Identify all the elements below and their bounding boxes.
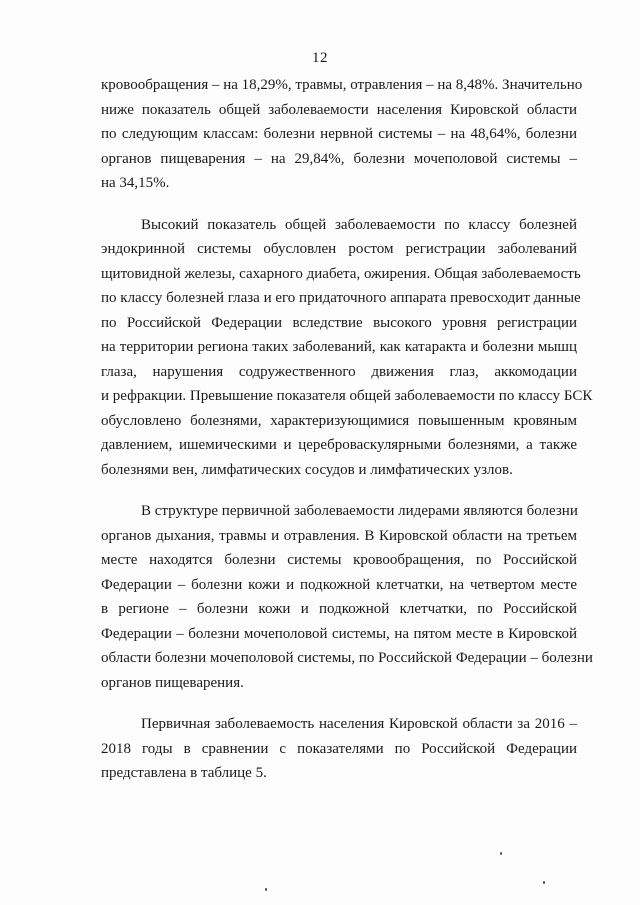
text-line: эндокринной системы обусловлен ростом регистрации заболеваний bbox=[101, 241, 577, 257]
paragraph-4 bbox=[101, 712, 577, 786]
scan-speck bbox=[500, 852, 502, 855]
text-line: по следующим классам: болезни нервной системы – на 48,64%, болезни bbox=[101, 126, 577, 142]
text-line: Федерации – болезни мочеполовой системы, на пятом месте в Кировской bbox=[101, 625, 577, 642]
scan-speck bbox=[543, 881, 545, 884]
text-line: Высокий показатель общей заболеваемости по классу болезней bbox=[141, 216, 577, 233]
text-line: и рефракции. Превышение показателя общей заболеваемости по классу БСК bbox=[101, 388, 593, 404]
text-line: органов пищеварения. bbox=[101, 674, 244, 691]
text-line: органов пищеварения – на 29,84%, болезни мочеполовой системы – bbox=[101, 150, 577, 167]
text-line: на 34,15%. bbox=[101, 175, 170, 191]
text-line: в регионе – болезни кожи и подкожной клетчатки, по Российской bbox=[101, 601, 577, 617]
text-line: давлением, ишемическими и цереброваскулярными болезнями, а также bbox=[101, 437, 577, 453]
text-line: на территории региона таких заболеваний, как катаракта и болезни мышц bbox=[101, 339, 577, 355]
text-line: представлена в таблице 5. bbox=[101, 765, 267, 781]
text-line: органов дыхания, травмы и отравления. В Кировской области на третьем bbox=[101, 527, 577, 544]
paragraph-3 bbox=[101, 499, 593, 695]
document-body bbox=[101, 73, 593, 803]
text-line: Федерации – болезни кожи и подкожной клетчатки, на четвертом месте bbox=[101, 576, 577, 593]
text-line: месте находятся болезни системы кровообращения, по Российской bbox=[101, 552, 577, 568]
text-line: болезнями вен, лимфатических сосудов и лимфатических узлов. bbox=[101, 461, 513, 478]
page-number: 12 bbox=[312, 50, 328, 66]
text-line: по классу болезней глаза и его придаточного аппарата превосходит данные bbox=[101, 290, 581, 306]
text-line: по Российской Федерации вследствие высокого уровня регистрации bbox=[101, 314, 577, 331]
text-line: щитовидной железы, сахарного диабета, ожирения. Общая заболеваемость bbox=[101, 265, 581, 282]
text-line: Первичная заболеваемость населения Кировской области за 2016 – bbox=[141, 716, 577, 732]
text-line: кровообращения – на 18,29%, травмы, отравления – на 8,48%. Значительно bbox=[101, 77, 583, 93]
scan-speck bbox=[265, 888, 267, 891]
text-line: обусловлено болезнями, характеризующимися повышенным кровяным bbox=[101, 412, 577, 429]
paragraph-2 bbox=[101, 213, 593, 483]
text-line: В структуре первичной заболеваемости лидерами являются болезни bbox=[141, 503, 578, 519]
text-line: глаза, нарушения содружественного движения глаз, аккомодации bbox=[101, 363, 577, 380]
text-line: 2018 годы в сравнении с показателями по Российской Федерации bbox=[101, 740, 577, 757]
text-line: области болезни мочеполовой системы, по Российской Федерации – болезни bbox=[101, 650, 593, 666]
text-line: ниже показатель общей заболеваемости населения Кировской области bbox=[101, 101, 577, 118]
paragraph-1 bbox=[101, 73, 583, 196]
